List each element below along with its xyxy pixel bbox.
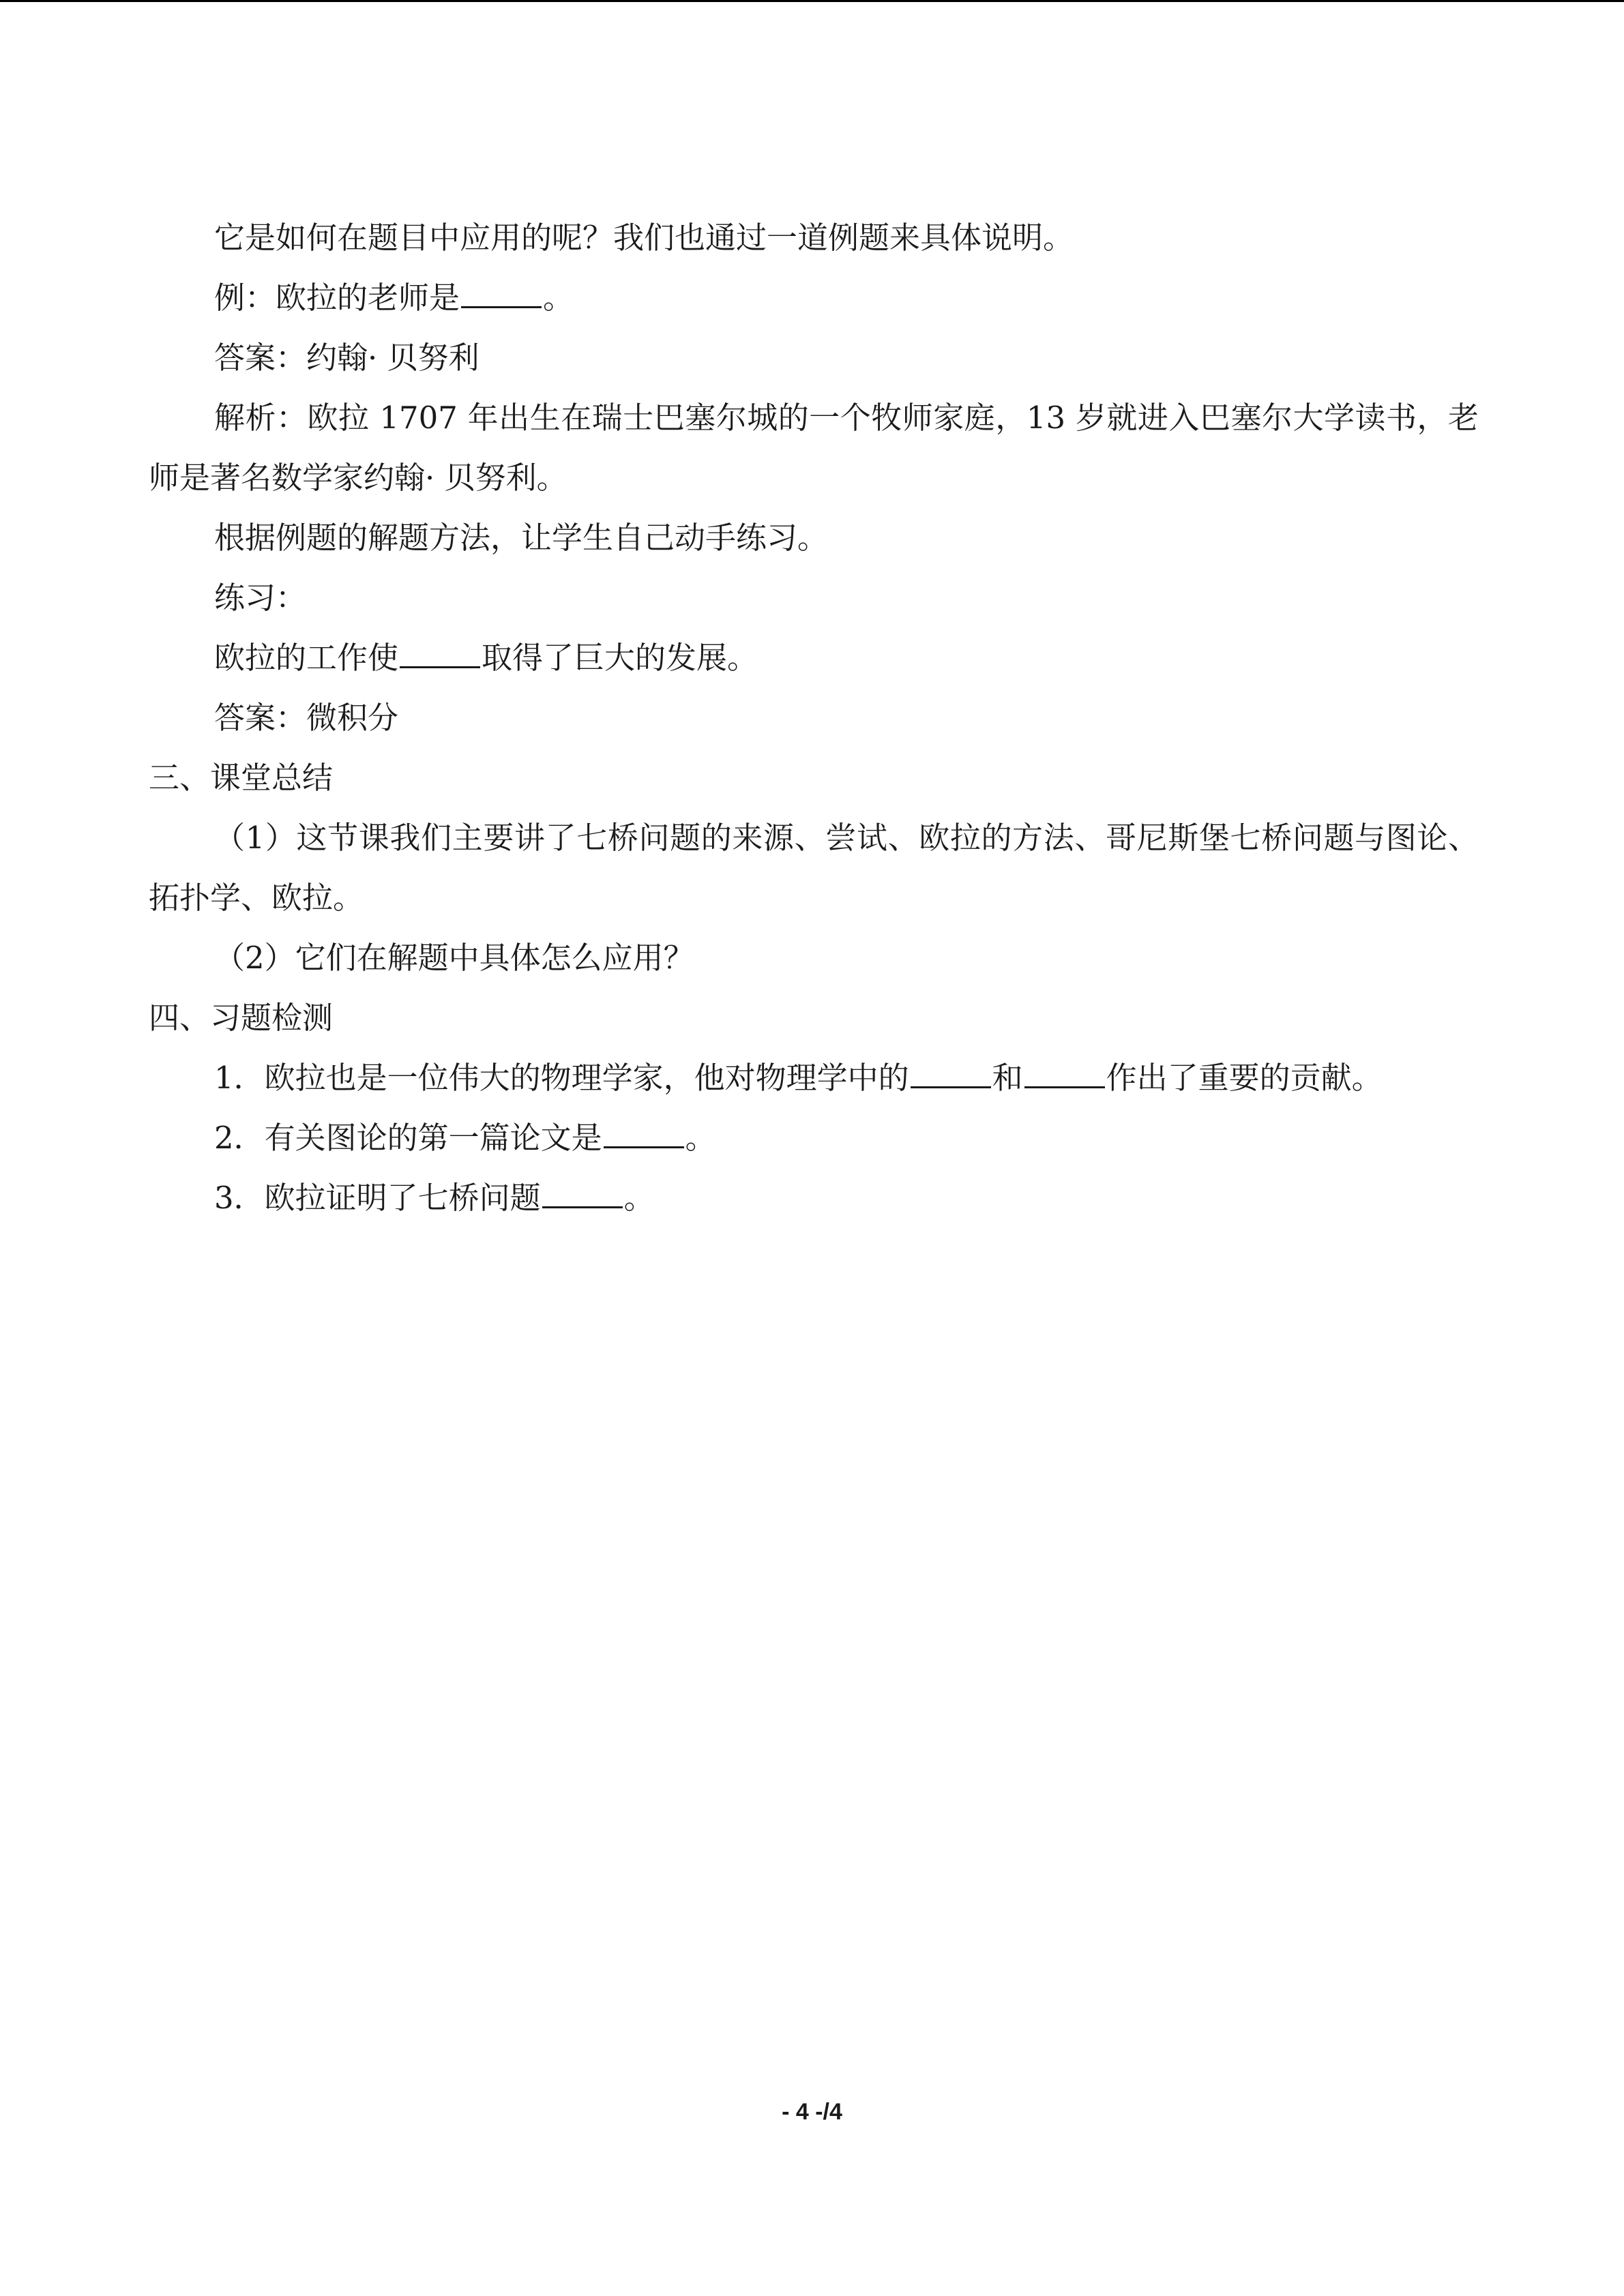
- example-question-end: 。: [543, 280, 574, 316]
- section-heading-exercises: 四、习题检测: [149, 1000, 334, 1036]
- summary-item-1: （1）这节课我们主要讲了七桥问题的来源、尝试、欧拉的方法、哥尼斯堡七桥问题与图论、拓扑学、欧拉。: [149, 820, 1479, 916]
- practice-question: [149, 628, 1479, 688]
- practice-question-end: 取得了巨大的发展。: [482, 640, 758, 676]
- summary-item-2: （2）它们在解题中具体怎么应用？: [214, 940, 694, 976]
- example-question: [149, 268, 1479, 328]
- analysis-paragraph: 解析：欧拉 1707 年出生在瑞士巴塞尔城的一个牧师家庭，13 岁就进入巴塞尔大学读书，老师是著名数学家约翰· 贝努利。: [149, 400, 1479, 496]
- exercise-3-text: 3．欧拉证明了七桥问题: [214, 1180, 541, 1216]
- practice-label: 练习：: [214, 580, 307, 616]
- example-answer: 答案：约翰· 贝努利: [214, 340, 479, 376]
- exercise-3-end: 。: [623, 1180, 655, 1216]
- fill-blank: [461, 279, 542, 308]
- page-number: - 4 -/4: [782, 2099, 842, 2125]
- exercise-1-middle: 和: [992, 1060, 1023, 1096]
- exercise-1-end: 作出了重要的贡献。: [1106, 1060, 1383, 1096]
- method-note: 根据例题的解题方法，让学生自己动手练习。: [214, 520, 829, 556]
- exercise-question-3: [149, 1168, 1479, 1228]
- fill-blank: [542, 1179, 623, 1208]
- fill-blank: [911, 1059, 991, 1088]
- fill-blank: [1024, 1059, 1105, 1088]
- exercise-2-end: 。: [685, 1120, 716, 1156]
- section-heading-summary: 三、课堂总结: [149, 760, 334, 796]
- exercise-question-1: [149, 1048, 1479, 1108]
- intro-paragraph: 它是如何在题目中应用的呢？我们也通过一道例题来具体说明。: [214, 220, 1074, 256]
- example-question-text: 例：欧拉的老师是: [214, 280, 460, 316]
- exercise-1-text: 1．欧拉也是一位伟大的物理学家，他对物理学中的: [214, 1060, 909, 1096]
- exercise-question-2: [149, 1108, 1479, 1168]
- fill-blank: [604, 1119, 684, 1148]
- top-border-rule: [0, 0, 1624, 2]
- practice-question-text: 欧拉的工作使: [214, 640, 399, 676]
- practice-answer: 答案：微积分: [214, 700, 399, 736]
- document-body: [149, 208, 1479, 1228]
- exercise-2-text: 2．有关图论的第一篇论文是: [214, 1120, 602, 1156]
- fill-blank: [400, 639, 480, 668]
